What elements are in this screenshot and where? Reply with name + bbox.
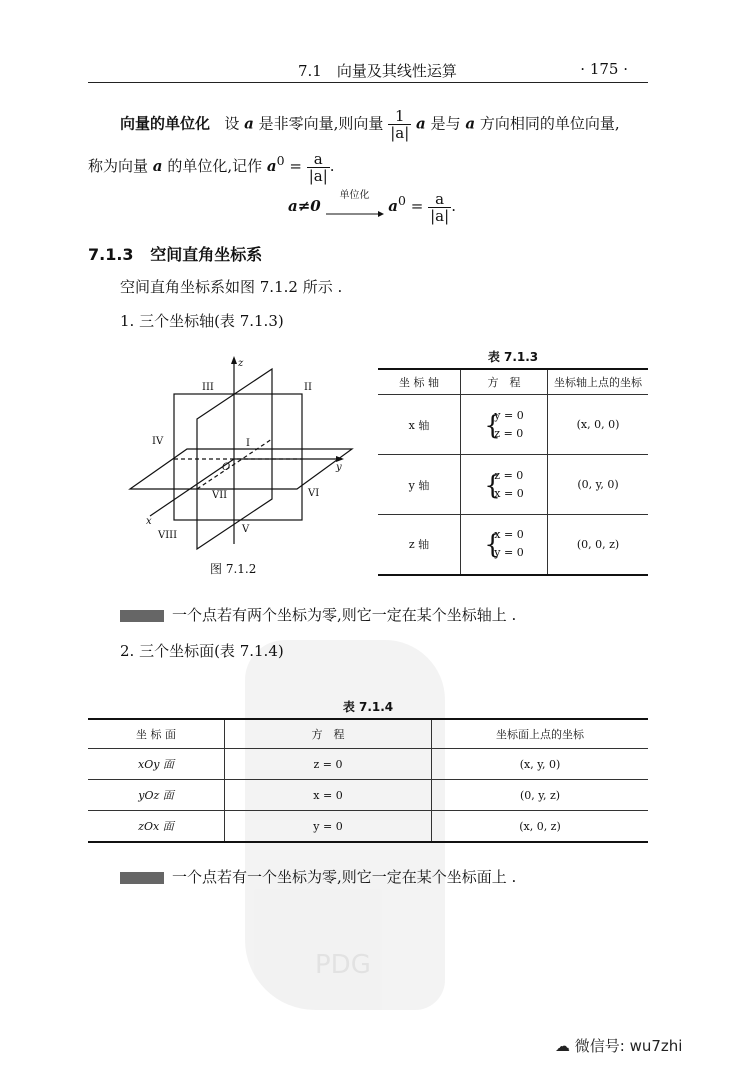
figure-caption: 图 7.1.2	[210, 562, 257, 576]
header-section: 7.1 向量及其线性运算	[298, 62, 457, 80]
table-714-title: 表 7.1.4	[342, 700, 394, 714]
plane-yoz	[174, 394, 302, 520]
note-text: 一个点若有两个坐标为零,则它一定在某个坐标轴上 .	[172, 606, 517, 624]
redacted-mark	[120, 610, 164, 622]
text: 是与	[430, 114, 461, 133]
label-x: x	[146, 516, 152, 527]
label-octant-6: VI	[308, 488, 320, 499]
table-713-title: 表 7.1.3	[487, 350, 539, 364]
watermark-text: PDG	[315, 950, 371, 980]
intro-text: 空间直角坐标系如图 7.1.2 所示 .	[120, 278, 343, 296]
label-octant-8: VIII	[158, 530, 178, 541]
table-714	[88, 718, 648, 843]
axis-cell: x 轴	[378, 395, 461, 455]
var-a: a	[244, 114, 254, 133]
text: 方向相同的单位向量,	[479, 114, 620, 133]
text: 设	[224, 114, 240, 133]
equation-cell: { z = 0 x = 0	[461, 455, 548, 515]
page-number: · 175 ·	[580, 60, 628, 78]
var-a: a	[416, 114, 426, 133]
var-a0: a	[388, 197, 399, 215]
equation-cell: { x = 0 y = 0	[461, 515, 548, 575]
equation-cell: z = 0	[225, 749, 432, 780]
arrow-label: 单位化	[339, 190, 370, 201]
section-title: 空间直角坐标系	[150, 245, 263, 264]
fraction-a-over-abs-a	[307, 151, 330, 184]
equals: =	[410, 197, 424, 215]
numerator: a	[428, 191, 451, 208]
arrow-icon	[326, 210, 384, 218]
text: 的单位化,记作	[167, 157, 263, 175]
numerator: a	[307, 151, 330, 168]
header-cell: 坐 标 面	[88, 719, 225, 749]
arrow-unitize	[326, 190, 384, 224]
table-row	[88, 811, 648, 843]
label-octant-1: I	[246, 438, 250, 449]
note-text: 一个点若有一个坐标为零,则它一定在某个坐标面上 .	[172, 868, 517, 886]
var-a0: a	[266, 157, 277, 175]
section-number: 7.1.3	[88, 245, 134, 264]
table-row	[378, 455, 648, 515]
denominator: |a|	[430, 206, 450, 225]
table-row	[378, 395, 648, 455]
wechat-text: 微信号: wu7zhi	[574, 1037, 683, 1055]
header-cell: 方 程	[225, 719, 432, 749]
item-1: 1. 三个坐标轴(表 7.1.3)	[120, 312, 284, 330]
header-cell: 坐标面上点的坐标	[432, 719, 649, 749]
coord-cell: (0, y, z)	[432, 780, 649, 811]
header-cell: 方 程	[461, 369, 548, 395]
redacted-mark	[120, 872, 164, 884]
wechat-icon: ☁	[555, 1037, 570, 1055]
superscript: 0	[276, 153, 285, 168]
coord-cell: (x, 0, 0)	[548, 395, 649, 455]
note-2	[120, 866, 516, 887]
coord-cell: (x, 0, z)	[432, 811, 649, 843]
plane-xoy	[130, 449, 352, 489]
unit-vector-paragraph	[120, 108, 660, 141]
coord-cell: (0, 0, z)	[548, 515, 649, 575]
text: 称为向量	[88, 157, 149, 175]
label-octant-7: VII	[212, 490, 228, 501]
label-z: z	[238, 358, 244, 369]
superscript: 0	[398, 193, 406, 208]
unit-vector-line2: 称为向量 a 的单位化,记作 $a^0$ = $\frac{a}{|a|}$ .	[88, 149, 335, 185]
plane-cell: yOz 面	[88, 780, 225, 811]
label-y: y	[336, 462, 342, 473]
label-octant-3: III	[202, 382, 214, 393]
var-a: a	[152, 157, 163, 175]
label-octant-4: IV	[152, 436, 164, 447]
term-unitization: 向量的单位化	[120, 114, 211, 133]
fraction-1-over-abs-a	[388, 108, 411, 141]
text: 是非零向量,则向量	[258, 114, 384, 133]
wechat-id	[555, 1035, 682, 1056]
axis-cell: z 轴	[378, 515, 461, 575]
coordinate-figure	[122, 354, 362, 554]
section-heading	[88, 242, 262, 265]
coord-cell: (0, y, 0)	[548, 455, 649, 515]
note-1	[120, 604, 516, 625]
equation-cell: x = 0	[225, 780, 432, 811]
axis-cell: y 轴	[378, 455, 461, 515]
header-cell: 坐标轴上点的坐标	[548, 369, 649, 395]
plane-cell: xOy 面	[88, 749, 225, 780]
item-2: 2. 三个坐标面(表 7.1.4)	[120, 642, 284, 660]
table-row	[88, 749, 648, 780]
denominator: |a|	[390, 124, 410, 142]
table-header-row	[378, 369, 648, 395]
table-713	[378, 368, 648, 576]
var-a: a	[465, 114, 476, 133]
equals: =	[289, 157, 302, 175]
header-cell: 坐 标 轴	[378, 369, 461, 395]
unit-vector-formula: a≠0 单位化 $a^0$ = $\frac{a}{|a|}$ .	[288, 189, 456, 225]
table-row	[378, 515, 648, 575]
coord-cell: (x, y, 0)	[432, 749, 649, 780]
equation-cell: y = 0	[225, 811, 432, 843]
table-header-row	[88, 719, 648, 749]
table-row	[88, 780, 648, 811]
a-not-zero: a≠0	[288, 197, 321, 215]
equation-cell: { y = 0 z = 0	[461, 395, 548, 455]
numerator: 1	[388, 108, 411, 125]
denominator: |a|	[308, 166, 328, 185]
fraction-a-over-abs-a	[428, 191, 451, 224]
page-header	[88, 58, 648, 83]
plane-cell: zOx 面	[88, 811, 225, 843]
label-octant-2: II	[304, 382, 312, 393]
label-origin: O	[222, 462, 231, 473]
label-octant-5: V	[242, 524, 250, 535]
